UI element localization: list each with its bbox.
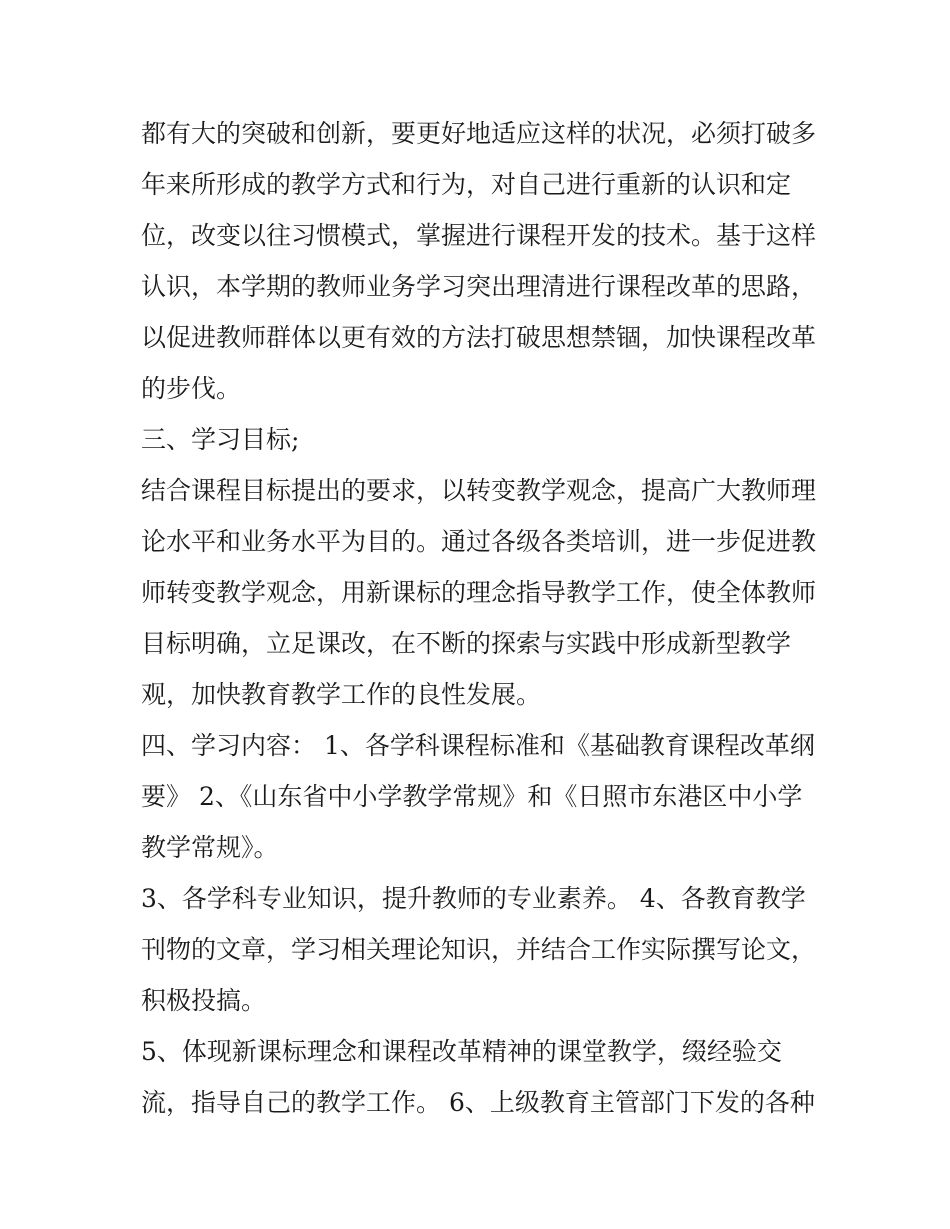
text-line: 流，指导自己的教学工作。 6、上级教育主管部门下发的各种 [141,1088,815,1117]
text-line: 积极投搞。 [141,986,267,1015]
text-line: 都有大的突破和创新，要更好地适应这样的状况，必须打破多 [141,119,817,148]
text-line: 5、体现新课标理念和课程改革精神的课堂教学，缀经验交 [141,1037,782,1066]
section-heading: 四、学习内容： 1、各学科课程标准和《基础教育课程改革纲 [141,731,815,760]
text-line: 3、各学科专业知识，提升教师的专业素养。 4、各教育教学 [141,884,806,913]
text-line: 以促进教师群体以更有效的方法打破思想禁锢，加快课程改革 [141,323,817,352]
section-heading: 三、学习目标; [141,425,300,454]
text-line: 的步伐。 [141,374,242,403]
text-line: 论水平和业务水平为目的。通过各级各类培训，进一步促进教 [141,527,817,556]
text-line: 目标明确，立足课改，在不断的探索与实践中形成新型教学 [141,629,792,658]
text-line: 刊物的文章，学习相关理论知识，并结合工作实际撰写论文， [141,935,817,964]
text-line: 结合课程目标提出的要求，以转变教学观念，提高广大教师理 [141,476,817,505]
text-line: 位，改变以往习惯模式，掌握进行课程开发的技术。基于这样 [141,221,817,250]
body-text [141,108,821,1128]
text-line: 观，加快教育教学工作的良性发展。 [141,680,542,709]
text-line: 师转变教学观念，用新课标的理念指导教学工作，使全体教师 [141,578,817,607]
text-line: 认识，本学期的教师业务学习突出理清进行课程改革的思路， [141,272,817,301]
text-line: 要》 2、《山东省中小学教学常规》和《日照市东港区中小学 [141,782,803,811]
text-line: 教学常规》。 [141,833,279,862]
text-line: 年来所形成的教学方式和行为，对自己进行重新的认识和定 [141,170,792,199]
